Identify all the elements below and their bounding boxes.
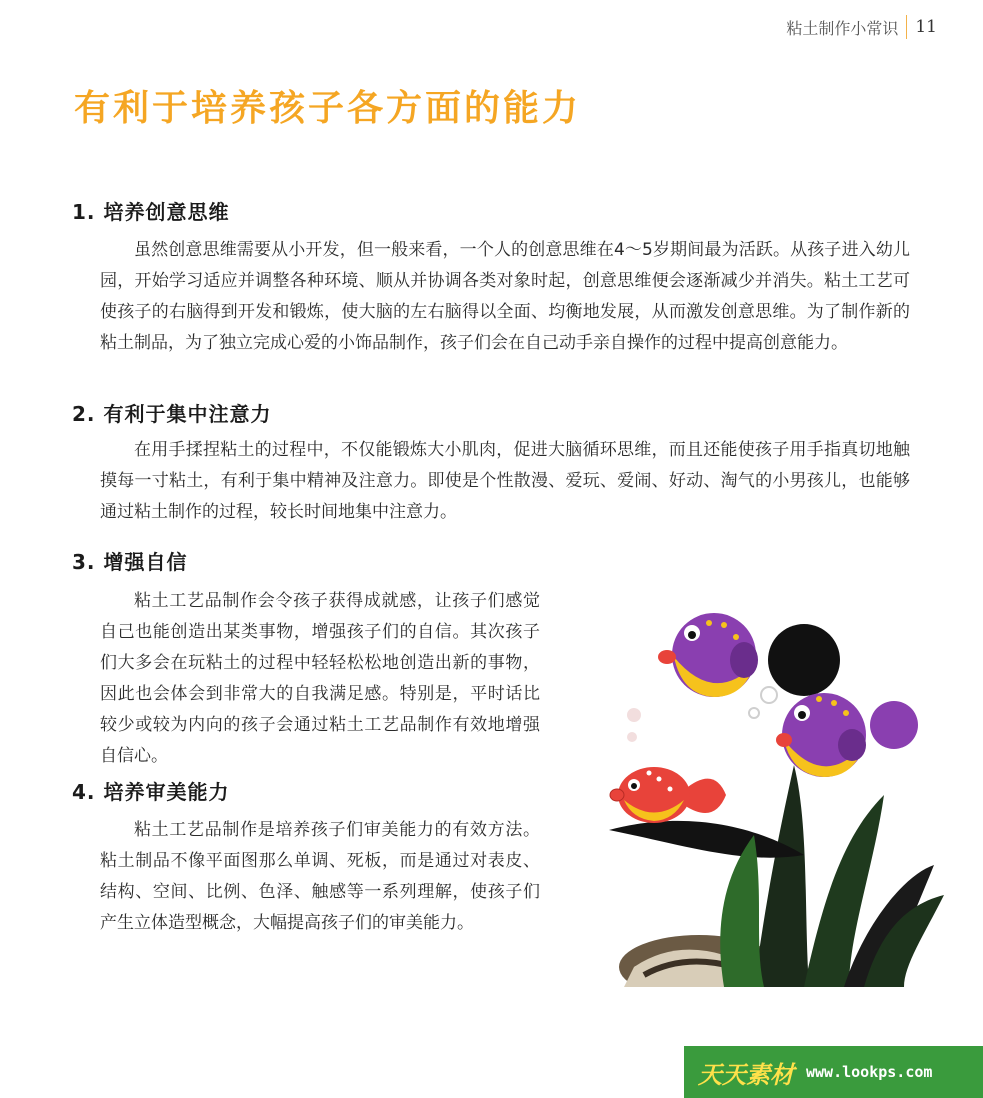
section-2-heading: 2. 有利于集中注意力	[72, 402, 272, 426]
bubble-icon	[749, 708, 759, 718]
clay-fish-illustration	[604, 595, 974, 987]
section-1-body: 虽然创意思维需要从小开发，但一般来看，一个人的创意思维在4～5岁期间最为活跃。从孩子进入幼儿园，开始学习适应并调整各种环境、顺从并协调各类对象时起，创意思维便会逐渐减少并消失。粘土工艺可使孩子的右脑得到开发和锻炼，使大脑的左右脑得以全面、均衡地发展，从而激发创意思维。为了制作新的粘土制品，为了独立完成心爱的小饰品制作，孩子们会在自己动手亲自操作的过程中提高创意能力。	[100, 240, 910, 353]
red-fish-icon	[610, 767, 726, 823]
section-4-heading: 4. 培养审美能力	[72, 780, 230, 804]
purple-fish-top-icon	[658, 613, 840, 697]
section-3-heading: 3. 增强自信	[72, 550, 188, 574]
running-header-section: 粘土制作小常识	[786, 18, 899, 38]
header-divider	[906, 15, 907, 39]
bubble-icon	[627, 732, 637, 742]
watermark-url: www.lookps.com	[806, 1063, 933, 1081]
section-1-heading: 1. 培养创意思维	[72, 200, 230, 224]
section-2-body: 在用手揉捏粘土的过程中，不仅能锻炼大小肌肉，促进大脑循环思维，而且还能使孩子用手指真切地触摸每一寸粘土，有利于集中精神及注意力。即使是个性散漫、爱玩、爱闹、好动、淘气的小男孩儿，也能够通过粘土制作的过程，较长时间地集中注意力。	[100, 440, 910, 522]
section-3-body: 粘土工艺品制作会令孩子获得成就感，让孩子们感觉自己也能创造出某类事物，增强孩子们的自信。其次孩子们大多会在玩粘土的过程中轻轻松松地创造出新的事物，因此也会体会到非常大的自我满足感。特别是，平时话比较少或较为内向的孩子会通过粘土工艺品制作有效地增强自信心。	[100, 591, 540, 766]
section-4-body: 粘土工艺品制作是培养孩子们审美能力的有效方法。粘土制品不像平面图那么单调、死板，而是通过对表皮、结构、空间、比例、色泽、触感等一系列理解，使孩子们产生立体造型概念，大幅提高孩子们的审美能力。	[100, 820, 540, 933]
page-title: 有利于培养孩子各方面的能力	[74, 88, 582, 129]
page-number: 11	[915, 17, 937, 37]
watermark-logo	[684, 1046, 983, 1098]
bubble-icon	[761, 687, 777, 703]
watermark-logo-text: 天天素材	[698, 1059, 794, 1089]
purple-fish-middle-icon	[776, 693, 918, 777]
bubble-icon	[627, 708, 641, 722]
running-header	[786, 14, 937, 40]
